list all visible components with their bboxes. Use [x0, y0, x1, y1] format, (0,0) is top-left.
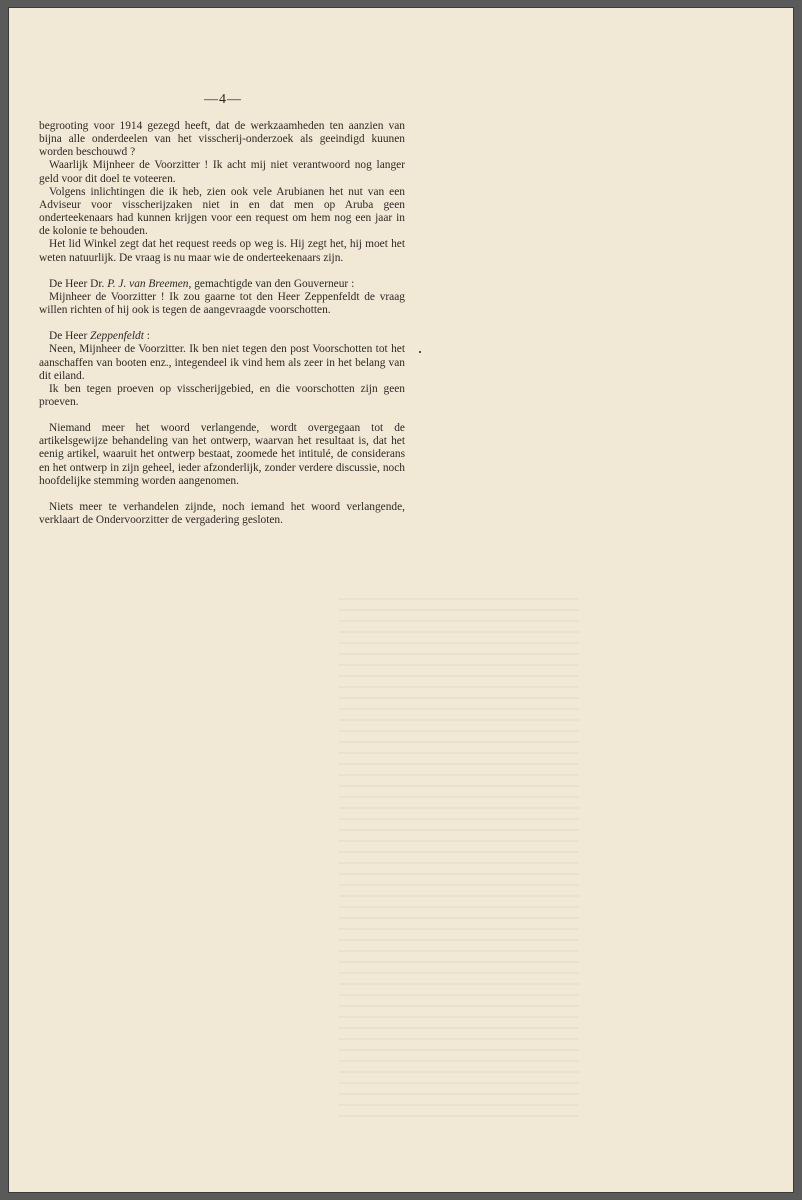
paper-speck: [419, 351, 421, 353]
speaker-prefix: De Heer: [49, 330, 91, 343]
speaker-line-zeppenfeldt: [39, 330, 405, 343]
speaker-name: Zeppenfeldt: [90, 330, 144, 343]
speaker-suffix: :: [143, 330, 150, 343]
speaker-prefix: De Heer Dr.: [49, 277, 108, 290]
paragraph: Volgens inlichtingen die ik heb, zien ook vele Arubianen het nut van een Adviseur voor visscherijzaken niet in en dat men op Aruba geen onderteekenaars had kunnen krijgen voor een request om hem nog een jaar in de kolonie te behouden.: [39, 185, 405, 238]
paragraph: Waarlijk Mijnheer de Voorzitter ! Ik acht mij niet verantwoord nog langer geld voor dit doel te voteeren.: [39, 159, 405, 185]
document-page: [8, 7, 794, 1193]
speaker-line-van-breemen: [39, 278, 405, 291]
paragraph: Niets meer te verhandelen zijnde, noch iemand het woord verlangende, verklaart de Ondervoorzitter de vergadering gesloten.: [39, 500, 405, 527]
paragraph: Het lid Winkel zegt dat het request reeds op weg is. Hij zegt het, hij moet het weten natuurlijk. De vraag is nu maar wie de onderteekenaars zijn.: [39, 238, 405, 264]
paragraph: Niemand meer het woord verlangende, wordt overgegaan tot de artikelsgewijze behandeling van het ontwerp, waarvan het resultaat is, dat het eenig artikel, waaruit het ontwerp bestaat, zoomede het intitulé, de considerans en het ontwerp in zijn geheel, ieder afzonderlijk, zonder verdere discussie, noch hoofdelijke stemming worden aangenomen.: [39, 422, 405, 487]
paragraph: Neen, Mijnheer de Voorzitter. Ik ben niet tegen den post Voorschotten tot het aanschaffen van booten enz., integendeel ik vind hem als zeer in het belang van dit eiland.: [39, 343, 405, 382]
paragraph: begrooting voor 1914 gezegd heeft, dat de werkzaamheden ten aanzien van bijna alle onderdeelen van het visscherij-onderzoek als geeindigd kuunen worden beschouwd ?: [39, 120, 405, 159]
bleed-through-texture: [339, 598, 579, 1118]
paragraph: Ik ben tegen proeven op visscherijgebied, en die voorschotten zijn geen proeven.: [39, 382, 405, 408]
body-text: [39, 120, 405, 527]
speaker-suffix: gemachtigde van den Gouverneur :: [191, 277, 355, 290]
paragraph: Mijnheer de Voorzitter ! Ik zou gaarne tot den Heer Zeppenfeldt de vraag willen richten of hij ook is tegen de aangevraagde voorschotten.: [39, 290, 405, 317]
speaker-name: P. J. van Breemen,: [107, 277, 192, 290]
page-number: —4—: [204, 92, 242, 107]
